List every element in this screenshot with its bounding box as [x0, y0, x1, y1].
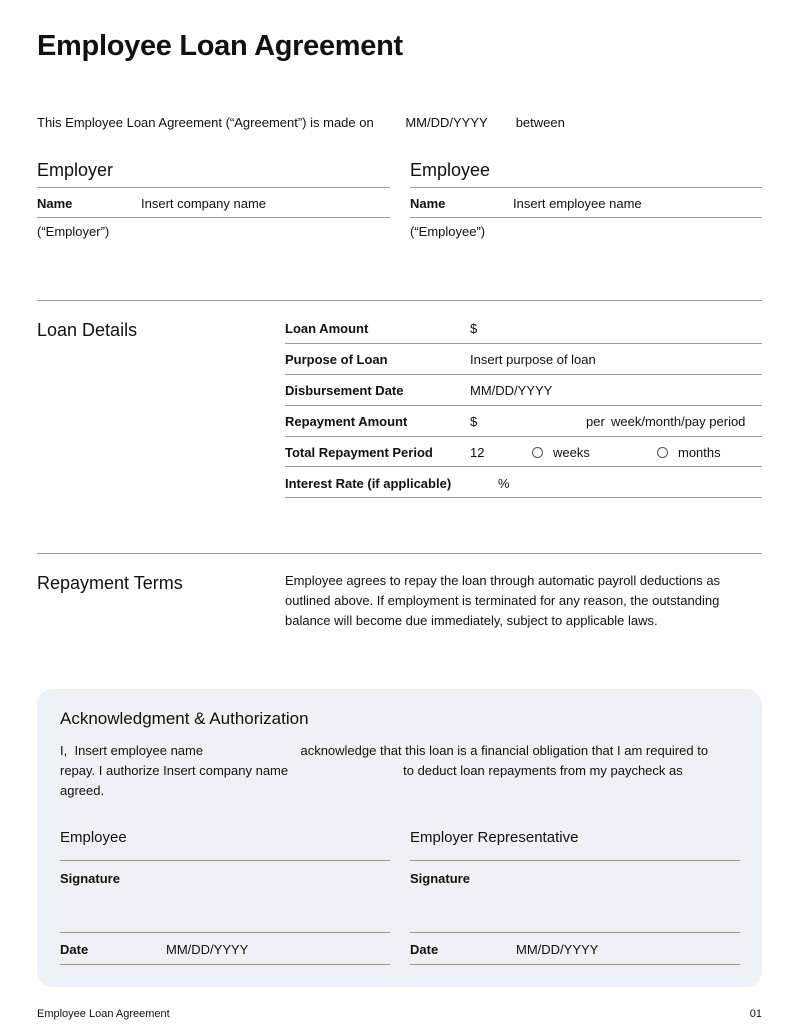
agreement-date[interactable]: MM/DD/YYYY [405, 115, 488, 130]
repayment-terms-heading: Repayment Terms [37, 573, 183, 593]
employer-signature-field[interactable] [410, 890, 740, 930]
repayment-terms-text: Employee agrees to repay the loan through automatic payroll deductions as outlined above. If employment is terminated for any reason, the outstanding balance will become due immediately, subject to applicable laws. [285, 573, 721, 628]
repayment-period-label: Total Repayment Period [285, 445, 433, 460]
footer-title: Employee Loan Agreement [37, 1008, 170, 1020]
loan-amount-label: Loan Amount [285, 321, 369, 336]
weeks-option[interactable]: weeks [532, 445, 590, 460]
employer-date-field[interactable]: MM/DD/YYYY [516, 942, 599, 957]
employer-sign-heading: Employer Representative [410, 829, 579, 846]
disbursement-date-label: Disbursement Date [285, 383, 404, 398]
repayment-amount-label: Repayment Amount [285, 414, 408, 429]
employee-date-label: Date [60, 942, 89, 957]
ack-company-name-field[interactable]: Insert company name [163, 763, 289, 778]
repayment-amount-field[interactable]: $ [470, 414, 478, 429]
radio-icon[interactable] [657, 447, 668, 458]
employee-sign-heading: Employee [60, 829, 127, 846]
ack-text: I, Insert employee name acknowledge that this loan is a financial obligation that I am required to repay. I authorize Insert company name to deduct loan repayments from my paycheck as agreed. [60, 743, 709, 798]
acknowledgment-panel [37, 689, 762, 987]
page-number: 01 [749, 1008, 762, 1020]
interest-rate-field[interactable]: % [498, 476, 510, 491]
ack-employee-name-field[interactable]: Insert employee name [74, 743, 204, 758]
employer-alias: (“Employer”) [37, 224, 110, 239]
intro-line: This Employee Loan Agreement (“Agreement”) is made on MM/DD/YYYY between [37, 115, 565, 130]
loan-details-heading: Loan Details [37, 320, 138, 340]
repayment-unit-field[interactable]: week/month/pay period [611, 414, 746, 429]
employer-name-label: Name [37, 196, 73, 211]
employer-heading: Employer [37, 160, 114, 180]
employee-name-field[interactable]: Insert employee name [513, 196, 642, 211]
employer-name-field[interactable]: Insert company name [141, 196, 267, 211]
repayment-per: per [586, 414, 605, 429]
page-title: Employee Loan Agreement [37, 30, 403, 62]
purpose-field[interactable]: Insert purpose of loan [470, 352, 596, 367]
employee-signature-field[interactable] [60, 890, 390, 930]
purpose-label: Purpose of Loan [285, 352, 388, 367]
employer-signature-label: Signature [410, 871, 470, 886]
employer-date-label: Date [410, 942, 439, 957]
months-option[interactable]: months [657, 445, 721, 460]
employee-signature-label: Signature [60, 871, 120, 886]
repayment-period-field[interactable]: 12 [470, 445, 485, 460]
employee-alias: (“Employee”) [410, 224, 486, 239]
employee-name-label: Name [410, 196, 446, 211]
employee-heading: Employee [410, 160, 491, 180]
disbursement-date-field[interactable]: MM/DD/YYYY [470, 383, 553, 398]
employee-date-field[interactable]: MM/DD/YYYY [166, 942, 249, 957]
loan-amount-field[interactable]: $ [470, 321, 478, 336]
radio-icon[interactable] [532, 447, 543, 458]
interest-rate-label: Interest Rate (if applicable) [285, 476, 452, 491]
ack-heading: Acknowledgment & Authorization [60, 709, 309, 728]
